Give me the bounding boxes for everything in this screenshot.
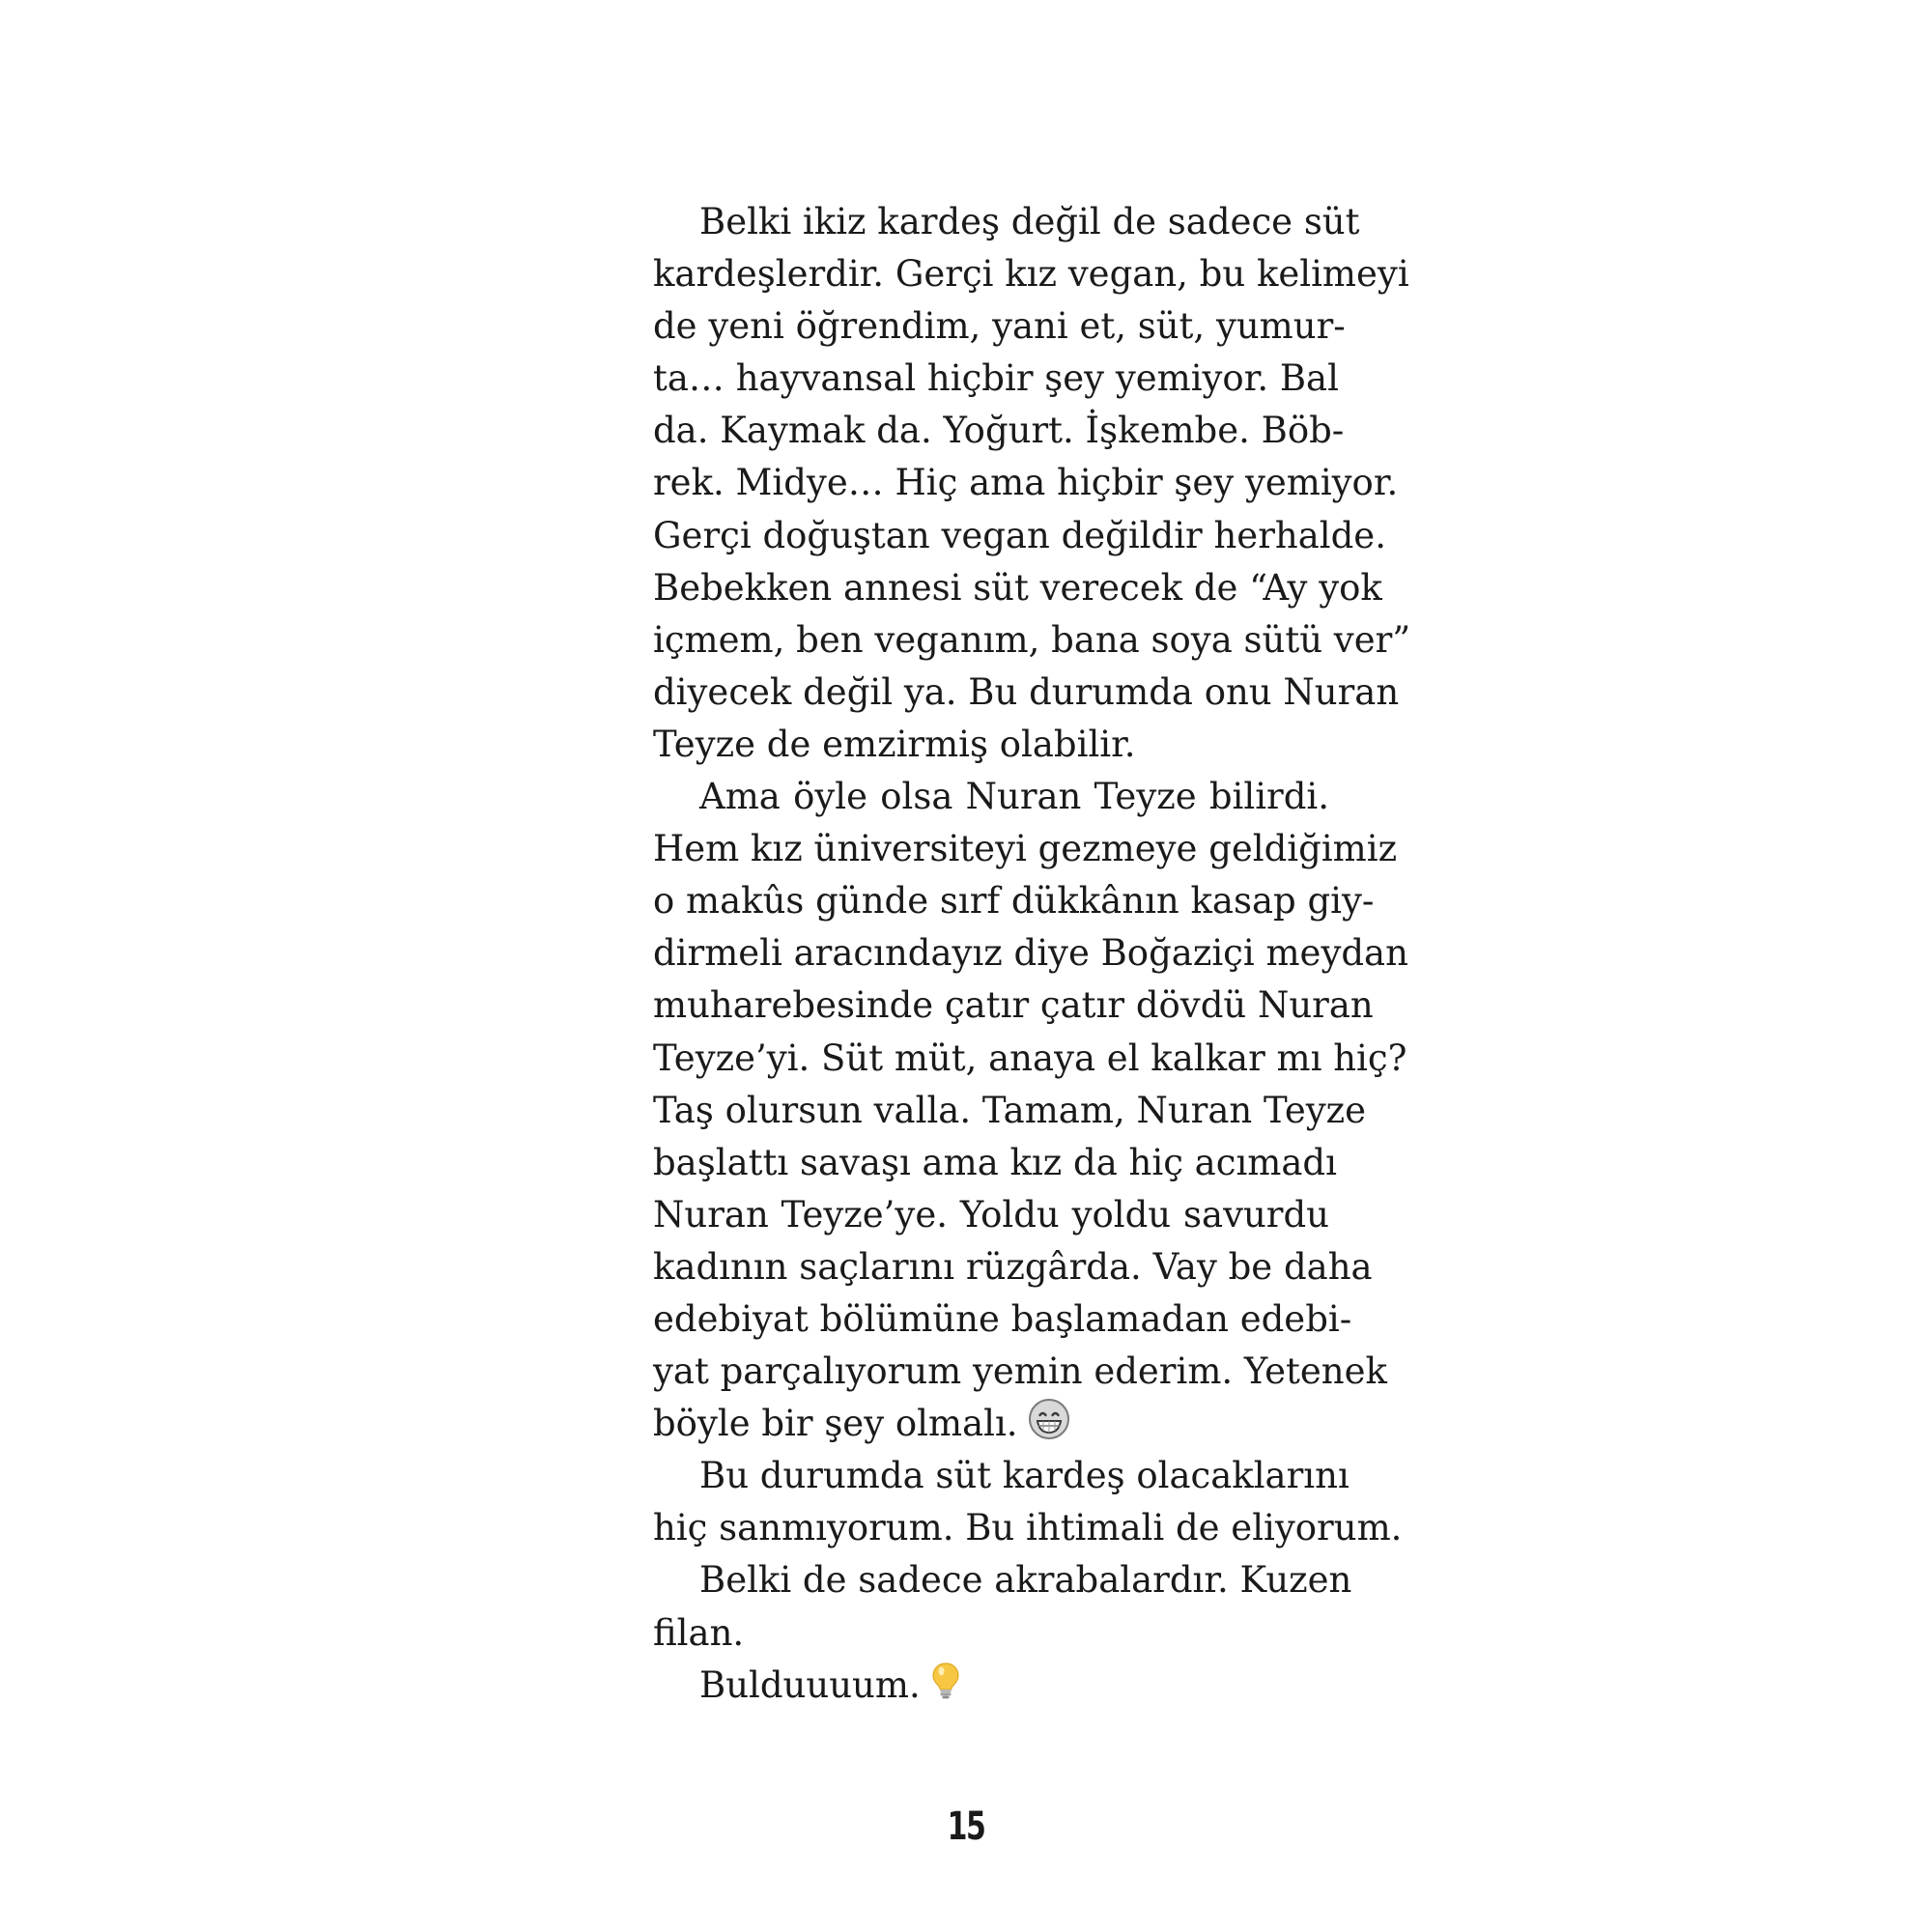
text-line: o makûs günde sırf dükkânın kasap giy- bbox=[653, 880, 1375, 923]
text-line: diyecek değil ya. Bu durumda onu Nuran bbox=[653, 670, 1400, 713]
text-line: kadının saçlarını rüzgârda. Vay be daha bbox=[653, 1245, 1373, 1288]
grinning-face-icon bbox=[1028, 1398, 1070, 1455]
text-line: ta… hayvansal hiçbir şey yemiyor. Bal bbox=[653, 357, 1339, 400]
text-line: başlattı savaşı ama kız da hiç acımadı bbox=[653, 1141, 1337, 1183]
text-line: Teyze de emzirmiş olabilir. bbox=[653, 723, 1136, 765]
lightbulb-icon bbox=[930, 1662, 961, 1715]
text-line: da. Kaymak da. Yoğurt. İşkembe. Böb- bbox=[653, 410, 1345, 452]
text-line: Ama öyle olsa Nuran Teyze bilirdi. bbox=[699, 776, 1329, 818]
text-line: Bebekken annesi süt verecek de “Ay yok bbox=[653, 566, 1382, 609]
text-line: böyle bir şey olmalı. bbox=[653, 1403, 1018, 1445]
text-line-with-icon bbox=[653, 1398, 1329, 1450]
text-line-with-icon bbox=[653, 1660, 1329, 1712]
text-line: Bulduuuum. bbox=[699, 1663, 921, 1706]
page-number: 15 bbox=[947, 1804, 985, 1849]
text-line: Taş olursun valla. Tamam, Nuran Teyze bbox=[653, 1089, 1367, 1131]
text-line: filan. bbox=[653, 1611, 745, 1654]
text-line: edebiyat bölümüne başlamadan edebi- bbox=[653, 1297, 1352, 1340]
text-line: Teyze’yi. Süt müt, anaya el kalkar mı hiç? bbox=[653, 1037, 1407, 1079]
text-line: Hem kız üniversiteyi gezmeye geldiğimiz bbox=[653, 828, 1398, 870]
text-line: içmem, ben veganım, bana soya sütü ver” bbox=[653, 618, 1411, 661]
text-line: hiç sanmıyorum. Bu ihtimali de eliyorum. bbox=[653, 1507, 1403, 1549]
text-line: de yeni öğrendim, yani et, süt, yumur- bbox=[653, 305, 1346, 348]
text-line: muharebesinde çatır çatır dövdü Nuran bbox=[653, 984, 1374, 1027]
text-line: Nuran Teyze’ye. Yoldu yoldu savurdu bbox=[653, 1193, 1329, 1236]
text-line: rek. Midye… Hiç ama hiçbir şey yemiyor. bbox=[653, 462, 1399, 504]
text-line: Bu durumda süt kardeş olacaklarını bbox=[699, 1455, 1350, 1497]
text-line: Belki de sadece akrabalardır. Kuzen bbox=[699, 1559, 1352, 1602]
text-line: yat parçalıyorum yemin ederim. Yetenek bbox=[653, 1350, 1387, 1393]
text-line: Belki ikiz kardeş değil de sadece süt bbox=[699, 201, 1360, 242]
text-line: dirmeli aracındayız diye Boğaziçi meydan bbox=[653, 932, 1408, 975]
body-text bbox=[653, 196, 1411, 1712]
text-line: kardeşlerdir. Gerçi kız vegan, bu kelimeyi bbox=[653, 253, 1409, 296]
text-line: Gerçi doğuştan vegan değildir herhalde. bbox=[653, 514, 1386, 556]
